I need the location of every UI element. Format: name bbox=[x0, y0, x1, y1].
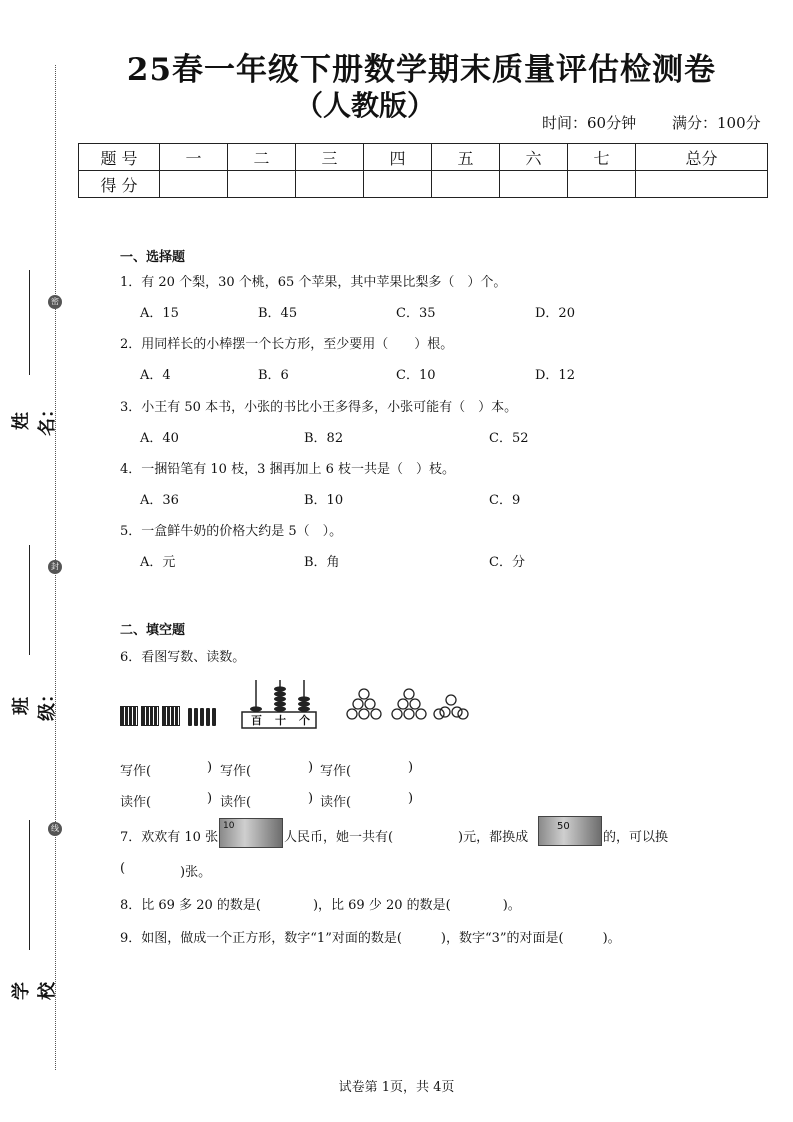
class-label: 班级： bbox=[11, 685, 58, 721]
q1-option-b: B．45 bbox=[258, 306, 298, 321]
q4-option-b: B．10 bbox=[304, 493, 344, 508]
write-row-1-open: 写作( bbox=[120, 764, 152, 779]
question-9: 9．如图，做成一个正方形，数字“1”对面的数是( )，数字“3”的对面是( )。 bbox=[120, 931, 621, 946]
q3-option-b: B．82 bbox=[304, 431, 344, 446]
seal-mark-mi: 密 bbox=[48, 295, 62, 309]
abacus-label-hundreds: 百 bbox=[251, 714, 262, 727]
q2-option-a: A．4 bbox=[140, 368, 171, 383]
question-7-part2: 人民币，她一共有( bbox=[284, 830, 394, 845]
question-4: 4．一捆铅笔有 10 枝，3 捆再加上 6 枝一共是（ ）枝。 bbox=[120, 462, 456, 477]
q2-option-d: D．12 bbox=[535, 368, 575, 383]
score-cell[interactable] bbox=[296, 171, 364, 198]
score-cell[interactable] bbox=[500, 171, 568, 198]
read-row-2-open: 读作( bbox=[220, 795, 252, 810]
question-3: 3．小王有 50 本书，小张的书比小王多得多，小张可能有（ ）本。 bbox=[120, 400, 518, 415]
abacus-label-tens: 十 bbox=[275, 714, 286, 727]
question-5: 5．一盒鲜牛奶的价格大约是 5（ ）。 bbox=[120, 524, 343, 539]
write-row-3-open: 写作( bbox=[320, 764, 352, 779]
section-title-choice: 一、选择题 bbox=[120, 250, 186, 265]
seal-mark-feng: 封 bbox=[48, 560, 62, 574]
read-row-3-close: ) bbox=[408, 791, 414, 806]
section-title-fill: 二、填空题 bbox=[120, 623, 186, 638]
exam-title: 25春一年级下册数学期末质量评估检测卷 bbox=[126, 52, 717, 88]
school-underline bbox=[29, 820, 30, 950]
q4-option-c: C．9 bbox=[489, 493, 521, 508]
time-label: 时间：60分钟 bbox=[542, 114, 637, 132]
score-cell[interactable] bbox=[636, 171, 768, 198]
banknote-10-yuan-picture bbox=[219, 818, 283, 848]
score-table-score-row bbox=[79, 171, 768, 198]
q1-option-a: A．15 bbox=[140, 306, 179, 321]
question-8: 8．比 69 多 20 的数是( )，比 69 少 20 的数是( )。 bbox=[120, 898, 521, 913]
q2-option-c: C．10 bbox=[396, 368, 436, 383]
school-label: 学校 bbox=[11, 982, 58, 1000]
write-row-2-open: 写作( bbox=[220, 764, 252, 779]
write-row-1-close: ) bbox=[207, 760, 213, 775]
exam-subtitle: （人教版） bbox=[295, 89, 436, 122]
question-7-line2-close: )张。 bbox=[180, 865, 212, 880]
table-header-cell: 六 bbox=[500, 144, 568, 171]
abacus-label-ones: 个 bbox=[299, 714, 310, 727]
page-footer: 试卷第 1页，共 4页 bbox=[338, 1080, 455, 1095]
score-cell[interactable] bbox=[568, 171, 636, 198]
q3-option-a: A．40 bbox=[140, 431, 179, 446]
banknote-50-value: 50 bbox=[557, 821, 570, 832]
score-table-header-row bbox=[79, 144, 768, 171]
banknote-10-value: 10 bbox=[223, 821, 235, 831]
q2-option-b: B．6 bbox=[258, 368, 289, 383]
score-cell[interactable] bbox=[432, 171, 500, 198]
seal-mark-xian: 线 bbox=[48, 822, 62, 836]
table-header-cell: 二 bbox=[228, 144, 296, 171]
table-header-cell: 四 bbox=[364, 144, 432, 171]
table-header-cell: 一 bbox=[160, 144, 228, 171]
table-header-cell: 五 bbox=[432, 144, 500, 171]
q1-option-c: C．35 bbox=[396, 306, 436, 321]
question-7-part3: )元，都换成 bbox=[458, 830, 529, 845]
name-underline bbox=[29, 270, 30, 375]
read-row-1-close: ) bbox=[207, 791, 213, 806]
score-cell[interactable] bbox=[160, 171, 228, 198]
class-underline bbox=[29, 545, 30, 655]
table-header-cell: 三 bbox=[296, 144, 364, 171]
table-header-cell: 题 号 bbox=[79, 144, 160, 171]
write-row-2-close: ) bbox=[308, 760, 314, 775]
question-7-line2-open: ( bbox=[120, 861, 126, 876]
q4-option-a: A．36 bbox=[140, 493, 179, 508]
table-header-cell: 总分 bbox=[636, 144, 768, 171]
read-row-2-close: ) bbox=[308, 791, 314, 806]
score-cell[interactable] bbox=[364, 171, 432, 198]
q5-option-a: A．元 bbox=[140, 555, 176, 570]
question-1: 1．有 20 个梨，30 个桃，65 个苹果，其中苹果比梨多（ ）个。 bbox=[120, 275, 507, 290]
q1-option-d: D．20 bbox=[535, 306, 575, 321]
score-table bbox=[78, 143, 768, 198]
question-7-part1: 7．欢欢有 10 张 bbox=[120, 830, 219, 845]
counting-sticks-picture bbox=[120, 706, 218, 730]
read-row-3-open: 读作( bbox=[320, 795, 352, 810]
score-cell[interactable] bbox=[228, 171, 296, 198]
question-2: 2．用同样长的小棒摆一个长方形，至少要用（ ）根。 bbox=[120, 337, 454, 352]
question-6: 6．看图写数、读数。 bbox=[120, 650, 246, 665]
score-row-label: 得 分 bbox=[79, 171, 160, 198]
write-row-3-close: ) bbox=[408, 760, 414, 775]
question-7-part4: 的，可以换 bbox=[603, 830, 669, 845]
banknote-50-yuan-picture bbox=[538, 816, 602, 846]
q5-option-c: C．分 bbox=[489, 555, 525, 570]
read-row-1-open: 读作( bbox=[120, 795, 152, 810]
table-header-cell: 七 bbox=[568, 144, 636, 171]
full-score-label: 满分：100分 bbox=[672, 114, 761, 132]
name-label: 姓名： bbox=[11, 400, 58, 436]
q3-option-c: C．52 bbox=[489, 431, 529, 446]
q5-option-b: B．角 bbox=[304, 555, 340, 570]
circle-triangles-picture bbox=[343, 688, 473, 724]
